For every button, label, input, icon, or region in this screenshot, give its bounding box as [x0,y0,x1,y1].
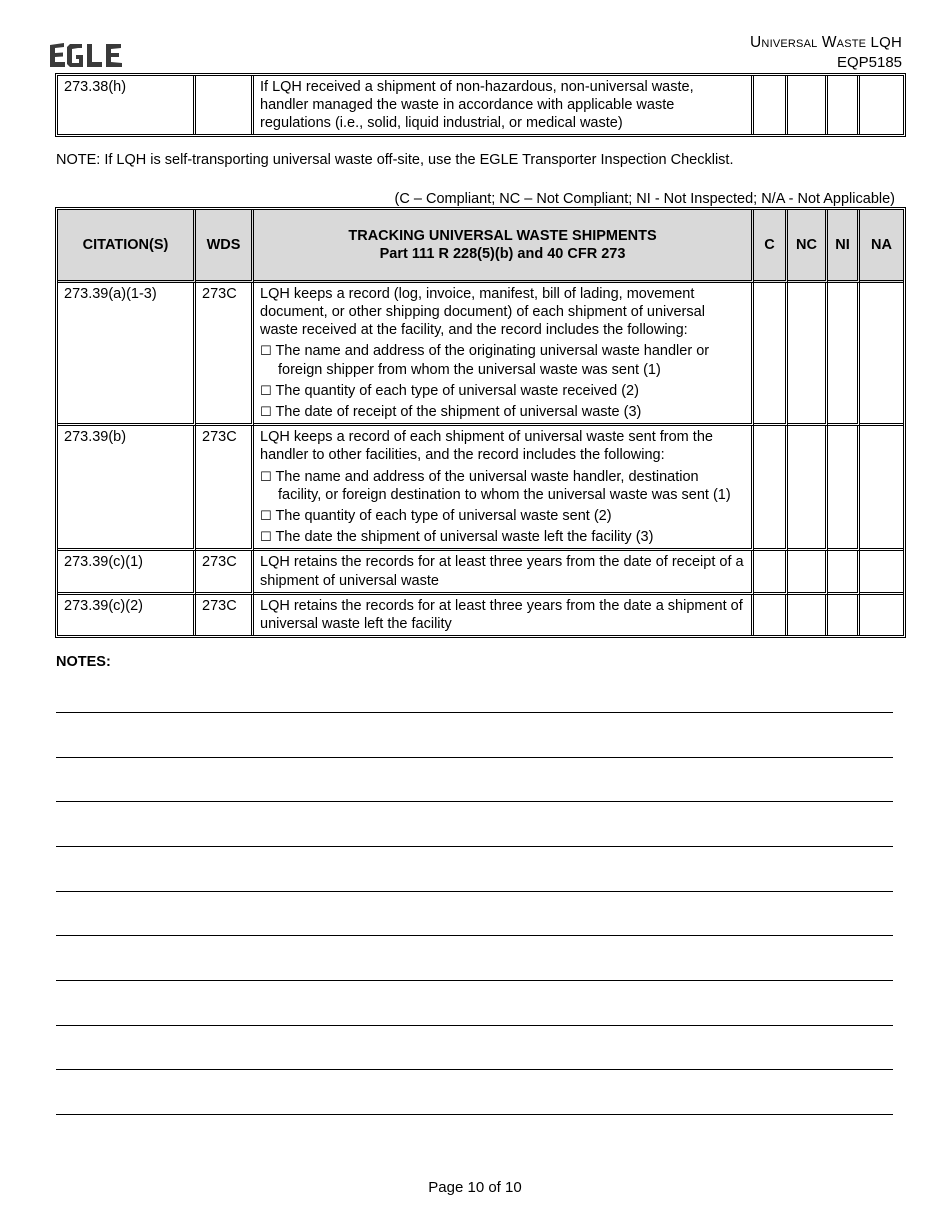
table-row [58,595,903,635]
checklist-item-text: The date the shipment of universal waste left the facility (3) [275,529,654,546]
notes-label: NOTES: [56,654,111,670]
ni-cell[interactable] [828,426,860,551]
c-cell[interactable] [754,551,788,594]
c-cell[interactable] [754,595,788,635]
checkbox-icon[interactable]: ☐ [260,469,272,485]
notes-write-line[interactable] [56,1069,893,1070]
egle-logo [48,42,128,68]
requirement-text: LQH keeps a record (log, invoice, manifest, bill of lading, movement document, or other shipping document) of each shipment of universal waste received at the facility, and the record includes the following: [260,286,705,339]
table-row [58,426,903,551]
c-cell[interactable] [754,426,788,551]
checklist-item [260,468,745,504]
nc-cell[interactable] [788,551,828,594]
requirement-cell: LQH retains the records for at least three years from the date a shipment of universal waste left the facility [254,595,754,635]
notes-write-line[interactable] [56,757,893,758]
nc-cell[interactable] [788,595,828,635]
citation-cell: 273.39(c)(2) [58,595,196,635]
notes-write-line[interactable] [56,801,893,802]
na-cell[interactable] [860,595,903,635]
citation-cell: 273.38(h) [58,76,196,134]
citation-cell: 273.39(a)(1-3) [58,283,196,426]
citation-cell: 273.39(c)(1) [58,551,196,594]
table-row [58,76,903,134]
checkbox-icon[interactable]: ☐ [260,530,272,546]
table-header-row [58,210,903,283]
carryover-table [55,73,906,137]
page-number: Page 10 of 10 [428,1179,522,1196]
notes-write-line[interactable] [56,1114,893,1115]
wds-cell: 273C [196,595,254,635]
tracking-shipments-table [55,207,906,638]
checklist-item [260,342,745,378]
notes-write-line[interactable] [56,846,893,847]
table-row [58,283,903,426]
notes-write-line[interactable] [56,712,893,713]
checklist-item-text: The name and address of the universal waste handler, destination facility, or foreign destination to whom the universal waste was sent (1) [275,468,731,503]
title-initial-w: W [821,34,837,51]
wds-header: WDS [196,210,254,283]
title-rest-waste: aste LQH [836,34,902,51]
checkbox-icon[interactable]: ☐ [260,383,272,399]
requirement-cell [254,283,754,426]
notes-write-line[interactable] [56,980,893,981]
checklist-item [260,528,745,546]
section-title-header [254,210,754,283]
status-legend: (C – Compliant; NC – Not Compliant; NI - Not Inspected; N/A - Not Applicable) [394,191,895,207]
document-title [750,33,902,53]
document-header [750,33,902,73]
na-cell[interactable] [860,551,903,594]
na-cell[interactable] [860,76,903,134]
citation-header: CITATION(S) [58,210,196,283]
title-rest-universal: niversal [761,34,822,51]
na-header: NA [860,210,903,283]
c-cell[interactable] [754,283,788,426]
nc-cell[interactable] [788,426,828,551]
wds-cell [196,76,254,134]
transporter-note: NOTE: If LQH is self-transporting universal waste off-site, use the EGLE Transporter Inspection Checklist. [56,152,734,168]
checkbox-icon[interactable]: ☐ [260,344,272,360]
na-cell[interactable] [860,283,903,426]
section-title: TRACKING UNIVERSAL WASTE SHIPMENTS [348,227,657,244]
checklist-item-text: The name and address of the originating universal waste handler or foreign shipper from whom the universal waste was sent (1) [275,343,710,378]
checklist-item [260,403,745,421]
requirement-cell: If LQH received a shipment of non-hazardous, non-universal waste, handler managed the waste in accordance with applicable waste regulations (i.e., solid, liquid industrial, or medical waste) [254,76,754,134]
notes-write-line[interactable] [56,891,893,892]
requirement-cell [254,426,754,551]
section-subtitle: Part 111 R 228(5)(b) and 40 CFR 273 [379,246,626,262]
wds-cell: 273C [196,551,254,594]
wds-cell: 273C [196,283,254,426]
nc-cell[interactable] [788,283,828,426]
requirement-text: LQH keeps a record of each shipment of universal waste sent from the handler to other facilities, and the record includes the following: [260,429,713,464]
table-row [58,551,903,594]
checklist-item [260,507,745,525]
notes-write-line[interactable] [56,1025,893,1026]
wds-cell: 273C [196,426,254,551]
checklist-item-text: The date of receipt of the shipment of universal waste (3) [275,404,642,420]
nc-header: NC [788,210,828,283]
citation-cell: 273.39(b) [58,426,196,551]
ni-cell[interactable] [828,551,860,594]
egle-logo-graphic [48,42,128,68]
checklist-item [260,382,745,400]
c-header: C [754,210,788,283]
checkbox-icon[interactable]: ☐ [260,405,272,420]
ni-cell[interactable] [828,283,860,426]
nc-cell[interactable] [788,76,828,134]
ni-cell[interactable] [828,595,860,635]
na-cell[interactable] [860,426,903,551]
ni-cell[interactable] [828,76,860,134]
requirement-cell: LQH retains the records for at least three years from the date of receipt of a shipment of universal waste [254,551,754,594]
c-cell[interactable] [754,76,788,134]
form-number: EQP5185 [836,54,902,72]
checkbox-icon[interactable]: ☐ [260,508,272,524]
title-initial-u: U [750,34,762,51]
checklist-item-text: The quantity of each type of universal waste received (2) [275,382,639,399]
checklist-item-text: The quantity of each type of universal waste sent (2) [275,507,612,524]
ni-header: NI [828,210,860,283]
notes-write-line[interactable] [56,935,893,936]
